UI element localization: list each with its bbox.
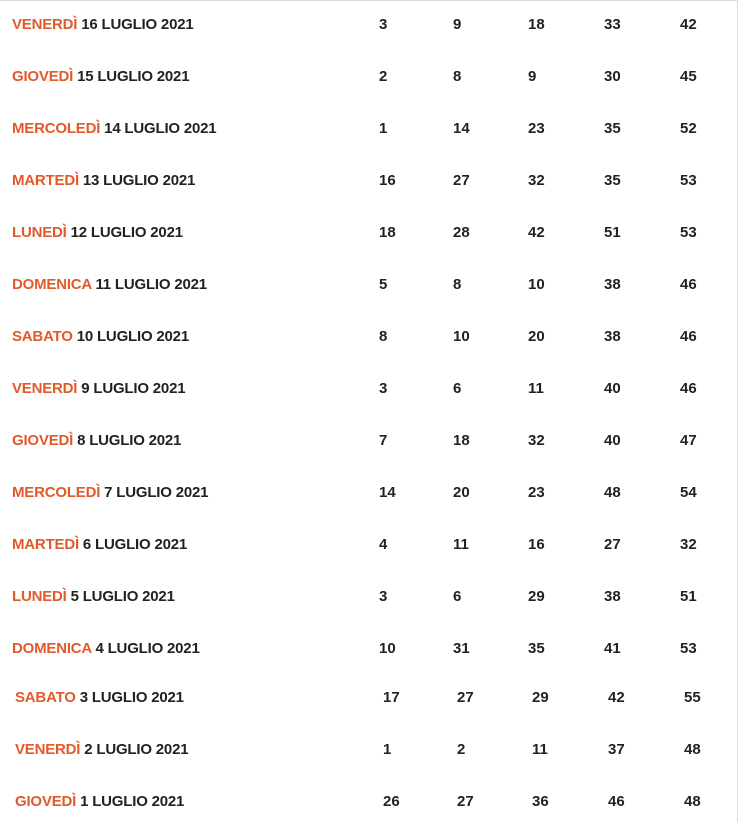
table-row: [0, 628, 737, 680]
drawn-number: 16: [528, 536, 545, 553]
date-label: 4 LUGLIO 2021: [95, 640, 200, 657]
drawn-number: 35: [528, 640, 545, 657]
drawn-number: 38: [604, 588, 621, 605]
drawn-number: 8: [453, 276, 462, 293]
table-row: [0, 472, 737, 524]
drawn-number: 40: [604, 380, 621, 397]
drawn-number: 14: [379, 484, 396, 501]
weekday-label: MARTEDÌ: [12, 172, 79, 189]
draw-date: [12, 640, 200, 657]
drawn-number: 53: [680, 640, 697, 657]
table-row: [0, 316, 737, 368]
weekday-label: GIOVEDÌ: [12, 432, 74, 449]
weekday-label: SABATO: [15, 689, 76, 706]
drawn-number: 52: [680, 120, 697, 137]
drawn-number: 42: [528, 224, 545, 241]
weekday-label: MARTEDÌ: [12, 536, 79, 553]
drawn-number: 10: [453, 328, 470, 345]
date-label: 3 LUGLIO 2021: [79, 689, 184, 706]
weekday-label: LUNEDÌ: [12, 588, 67, 605]
date-label: 1 LUGLIO 2021: [80, 793, 185, 810]
table-row: [0, 368, 737, 420]
weekday-label: LUNEDÌ: [12, 224, 67, 241]
weekday-label: GIOVEDÌ: [15, 793, 77, 810]
drawn-number: 40: [604, 432, 621, 449]
drawn-number: 51: [604, 224, 621, 241]
drawn-number: 16: [379, 172, 396, 189]
draw-date: [12, 224, 183, 241]
drawn-number: 9: [528, 68, 537, 85]
drawn-number: 42: [680, 16, 697, 33]
drawn-number: 37: [608, 741, 625, 758]
drawn-number: 8: [453, 68, 462, 85]
drawn-number: 53: [680, 172, 697, 189]
drawn-number: 14: [453, 120, 470, 137]
drawn-number: 38: [604, 328, 621, 345]
drawn-number: 32: [680, 536, 697, 553]
drawn-number: 3: [379, 588, 388, 605]
drawn-number: 3: [379, 380, 388, 397]
drawn-number: 1: [383, 741, 392, 758]
weekday-label: MERCOLEDÌ: [12, 120, 101, 137]
drawn-number: 6: [453, 588, 462, 605]
date-label: 15 LUGLIO 2021: [77, 68, 190, 85]
table-row: [0, 160, 737, 212]
draw-date: [12, 68, 189, 85]
drawn-number: 54: [680, 484, 697, 501]
drawn-number: 26: [383, 793, 400, 810]
drawn-number: 18: [453, 432, 470, 449]
drawn-number: 30: [604, 68, 621, 85]
drawn-number: 27: [453, 172, 470, 189]
draw-date: [15, 741, 188, 758]
drawn-number: 36: [532, 793, 549, 810]
table-row: [0, 729, 737, 781]
drawn-number: 29: [532, 689, 549, 706]
draw-date: [12, 172, 195, 189]
drawn-number: 10: [528, 276, 545, 293]
drawn-number: 11: [528, 380, 544, 397]
table-row: [0, 677, 737, 729]
drawn-number: 27: [457, 793, 474, 810]
drawn-number: 10: [379, 640, 396, 657]
drawn-number: 23: [528, 484, 545, 501]
drawn-number: 11: [453, 536, 469, 553]
date-label: 16 LUGLIO 2021: [81, 16, 194, 33]
drawn-number: 23: [528, 120, 545, 137]
drawn-number: 47: [680, 432, 697, 449]
date-label: 2 LUGLIO 2021: [84, 741, 189, 758]
drawn-number: 38: [604, 276, 621, 293]
weekday-label: MERCOLEDÌ: [12, 484, 101, 501]
table-row: [0, 264, 737, 316]
drawn-number: 35: [604, 120, 621, 137]
drawn-number: 29: [528, 588, 545, 605]
table-row: [0, 420, 737, 472]
drawn-number: 18: [528, 16, 545, 33]
drawn-number: 17: [383, 689, 400, 706]
table-row: [0, 781, 737, 833]
weekday-label: VENERDÌ: [12, 380, 78, 397]
drawn-number: 51: [680, 588, 697, 605]
date-label: 11 LUGLIO 2021: [95, 276, 207, 293]
drawn-number: 18: [379, 224, 396, 241]
draw-date: [12, 276, 207, 293]
drawn-number: 55: [684, 689, 701, 706]
weekday-label: GIOVEDÌ: [12, 68, 74, 85]
drawn-number: 6: [453, 380, 462, 397]
date-label: 6 LUGLIO 2021: [82, 536, 188, 553]
drawn-number: 1: [379, 120, 388, 137]
drawn-number: 28: [453, 224, 470, 241]
drawn-number: 48: [604, 484, 621, 501]
drawn-number: 48: [684, 793, 701, 810]
drawn-number: 42: [608, 689, 625, 706]
drawn-number: 3: [379, 16, 388, 33]
weekday-label: VENERDÌ: [15, 741, 81, 758]
drawn-number: 32: [528, 172, 545, 189]
drawn-number: 33: [604, 16, 621, 33]
drawn-number: 35: [604, 172, 621, 189]
date-label: 10 LUGLIO 2021: [76, 328, 189, 345]
draw-date: [12, 16, 194, 33]
table-row: [0, 108, 737, 160]
table-row: [0, 576, 737, 628]
draw-date: [12, 484, 208, 501]
drawn-number: 27: [457, 689, 474, 706]
draw-date: [15, 689, 184, 706]
drawn-number: 5: [379, 276, 388, 293]
draw-date: [12, 120, 216, 137]
weekday-label: SABATO: [12, 328, 73, 345]
drawn-number: 27: [604, 536, 621, 553]
draw-date: [12, 328, 189, 345]
date-label: 14 LUGLIO 2021: [104, 120, 217, 137]
table-row: [0, 212, 737, 264]
draw-date: [15, 793, 184, 810]
drawn-number: 46: [680, 380, 697, 397]
drawn-number: 32: [528, 432, 545, 449]
drawn-number: 46: [680, 328, 697, 345]
drawn-number: 4: [379, 536, 388, 553]
drawn-number: 46: [680, 276, 697, 293]
table-row: [0, 524, 737, 576]
date-label: 5 LUGLIO 2021: [70, 588, 175, 605]
drawn-number: 53: [680, 224, 697, 241]
drawn-number: 31: [453, 640, 470, 657]
drawn-number: 8: [379, 328, 388, 345]
drawn-number: 2: [457, 741, 466, 758]
date-label: 8 LUGLIO 2021: [77, 432, 182, 449]
drawn-number: 9: [453, 16, 462, 33]
drawn-number: 45: [680, 68, 697, 85]
draw-date: [12, 536, 187, 553]
date-label: 13 LUGLIO 2021: [82, 172, 196, 189]
drawn-number: 7: [379, 432, 388, 449]
table-row: [0, 56, 737, 108]
date-label: 12 LUGLIO 2021: [70, 224, 183, 241]
draw-date: [12, 432, 181, 449]
table-row: [0, 4, 737, 56]
weekday-label: VENERDÌ: [12, 16, 78, 33]
drawn-number: 41: [604, 640, 621, 657]
draw-date: [12, 380, 185, 397]
drawn-number: 2: [379, 68, 388, 85]
drawn-number: 46: [608, 793, 625, 810]
weekday-label: DOMENICA: [12, 276, 92, 293]
draw-date: [12, 588, 175, 605]
date-label: 7 LUGLIO 2021: [104, 484, 209, 501]
drawn-number: 20: [453, 484, 470, 501]
drawn-number: 20: [528, 328, 545, 345]
date-label: 9 LUGLIO 2021: [81, 380, 186, 397]
drawn-number: 48: [684, 741, 701, 758]
weekday-label: DOMENICA: [12, 640, 92, 657]
drawn-number: 11: [532, 741, 548, 758]
